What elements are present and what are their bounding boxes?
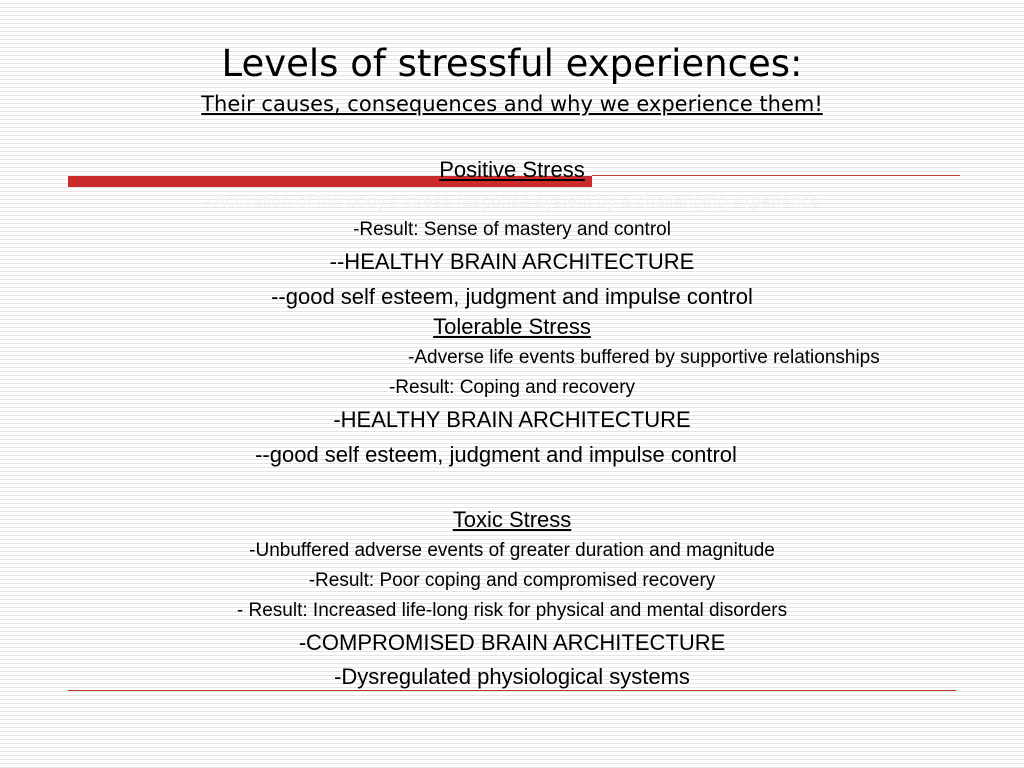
positive-stress-outcome: --good self esteem, judgment and impulse control — [271, 284, 753, 309]
tolerable-stress-cause: -Adverse life events buffered by supportive relationships — [408, 347, 880, 368]
toxic-stress-heading: Toxic Stress — [452, 507, 572, 532]
toxic-stress-cause: -Unbuffered adverse events of greater duration and magnitude — [249, 540, 775, 561]
tolerable-stress-result: -Result: Coping and recovery — [388, 377, 636, 398]
toxic-stress-result-risk: - Result: Increased life-long risk for physical and mental disorders — [236, 600, 788, 621]
slide-title: Levels of stressful experiences: — [221, 42, 803, 85]
positive-stress-architecture: --HEALTHY BRAIN ARCHITECTURE — [329, 249, 695, 274]
positive-stress-result: -Result: Sense of mastery and control — [353, 219, 671, 240]
toxic-stress-result-coping: -Result: Poor coping and compromised recovery — [308, 570, 716, 591]
tolerable-stress-outcome: --good self esteem, judgment and impulse control — [255, 442, 737, 467]
toxic-stress-architecture: -COMPROMISED BRAIN ARCHITECTURE — [298, 630, 726, 655]
tolerable-stress-heading: Tolerable Stress — [433, 314, 591, 339]
positive-stress-heading: Positive Stress — [439, 157, 585, 182]
slide-subtitle: Their causes, consequences and why we experience them! — [201, 92, 823, 116]
tolerable-stress-architecture: -HEALTHY BRAIN ARCHITECTURE — [333, 407, 691, 432]
toxic-stress-systems: -Dysregulated physiological systems — [334, 664, 690, 689]
bottom-divider-line — [68, 690, 956, 691]
positive-stress-faint-line: - Activation of the body's stress response system by a challenging experience — [203, 191, 821, 211]
